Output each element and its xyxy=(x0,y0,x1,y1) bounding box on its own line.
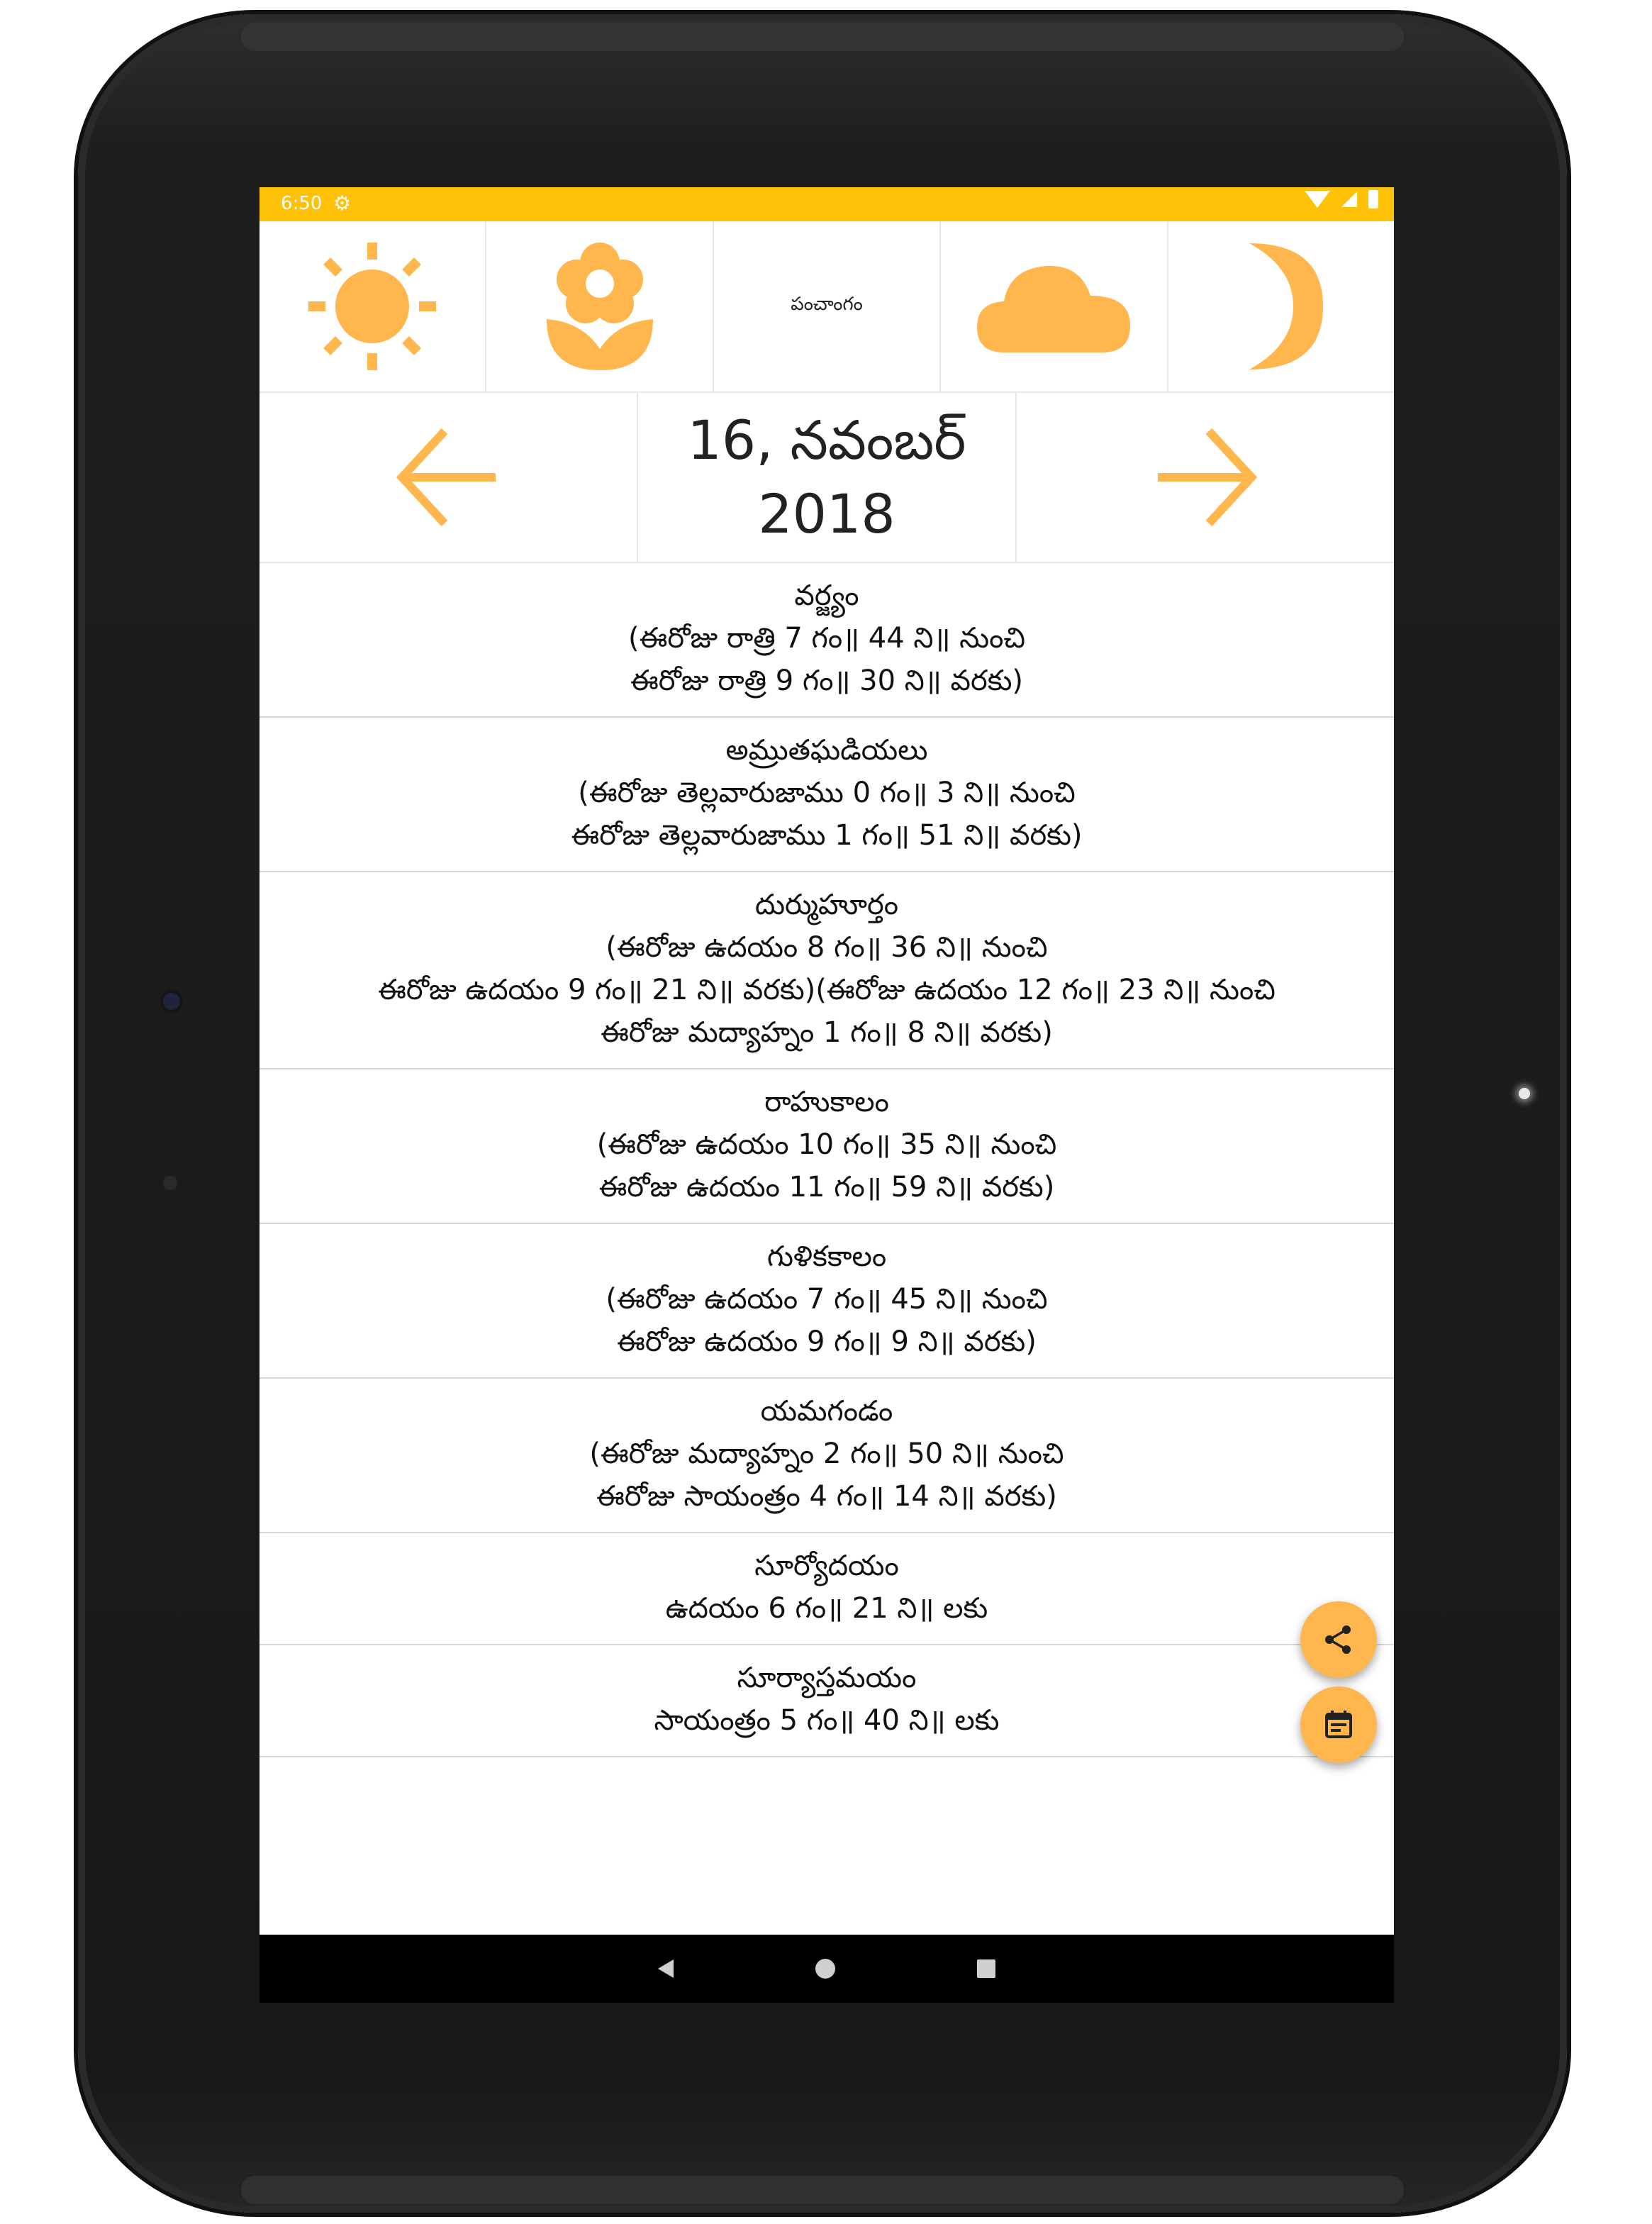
sun-icon xyxy=(301,235,443,377)
date-year: 2018 xyxy=(758,482,895,545)
current-date xyxy=(637,393,1017,562)
item-detail: ఈరోజు తెల్లవారుజాము 1 గం॥ 51 ని॥ వరకు) xyxy=(571,819,1083,852)
home-icon[interactable] xyxy=(815,1959,835,1979)
arrow-right-icon xyxy=(1152,424,1258,530)
share-icon xyxy=(1323,1624,1354,1655)
list-item-yamagandam xyxy=(259,1379,1394,1533)
item-detail: (ఈరోజు ఉదయం 7 గం॥ 45 ని॥ నుంచి xyxy=(605,1283,1048,1316)
status-bar xyxy=(259,187,1394,221)
back-icon[interactable] xyxy=(658,1959,674,1978)
status-time: 6:50 xyxy=(281,193,323,214)
item-detail: (ఈరోజు ఉదయం 10 గం॥ 35 ని॥ నుంచి xyxy=(596,1128,1057,1161)
camera-lens xyxy=(163,993,180,1010)
list-item-rahukalam xyxy=(259,1069,1394,1224)
tab-panchangam[interactable] xyxy=(714,221,941,391)
recent-apps-icon[interactable] xyxy=(977,1959,995,1978)
list-item-durmuhurtham xyxy=(259,872,1394,1069)
tab-moon[interactable] xyxy=(1168,221,1394,391)
item-title: దుర్ముహూర్తం xyxy=(754,889,899,921)
item-detail: సాయంత్రం 5 గం॥ 40 ని॥ లకు xyxy=(654,1704,1000,1737)
app-screen xyxy=(259,187,1394,2003)
next-day-button[interactable] xyxy=(1017,393,1394,562)
item-detail: (ఈరోజు రాత్రి 7 గం॥ 44 ని॥ నుంచి xyxy=(627,622,1026,655)
light-sensor xyxy=(1519,1088,1530,1099)
sensor-dot xyxy=(163,1176,177,1190)
moon-icon xyxy=(1235,239,1327,374)
item-detail: ఈరోజు ఉదయం 9 గం॥ 21 ని॥ వరకు)(ఈరోజు ఉదయం 12 గం॥ 23 ని॥ నుంచి xyxy=(378,974,1276,1006)
item-detail: (ఈరోజు మద్యాహ్నం 2 గం॥ 50 ని॥ నుంచి xyxy=(589,1438,1064,1470)
tab-flower[interactable] xyxy=(486,221,713,391)
item-detail: ఈరోజు రాత్రి 9 గం॥ 30 ని॥ వరకు) xyxy=(630,665,1024,697)
panchangam-list xyxy=(259,563,1394,1757)
item-title: అమ్రుతఘడియలు xyxy=(725,734,928,767)
item-detail: ఈరోజు ఉదయం 9 గం॥ 9 ని॥ వరకు) xyxy=(617,1325,1037,1358)
item-title: గుళికకాలం xyxy=(766,1240,887,1273)
date-navigator xyxy=(259,393,1394,563)
tab-sun[interactable] xyxy=(259,221,486,391)
list-item-gulikakalam xyxy=(259,1224,1394,1379)
tab-panchangam-label: పంచాంగం xyxy=(791,294,863,315)
arrow-left-icon xyxy=(395,424,501,530)
wifi-icon xyxy=(1305,191,1330,208)
settings-gear-icon: ⚙ xyxy=(333,191,352,215)
list-item-sunrise xyxy=(259,1533,1394,1645)
item-detail: (ఈరోజు తెల్లవారుజాము 0 గం॥ 3 ని॥ నుంచి xyxy=(578,777,1076,809)
status-icons xyxy=(1305,190,1378,208)
tab-bar xyxy=(259,221,1394,393)
tab-cloud[interactable] xyxy=(941,221,1168,391)
item-title: యమగండం xyxy=(760,1395,893,1428)
calendar-icon xyxy=(1323,1709,1354,1740)
cloud-icon xyxy=(976,253,1132,360)
item-title: సూర్యోదయం xyxy=(754,1550,899,1582)
previous-day-button[interactable] xyxy=(259,393,637,562)
item-detail: (ఈరోజు ఉదయం 8 గం॥ 36 ని॥ నుంచి xyxy=(605,931,1048,964)
signal-icon xyxy=(1341,191,1357,207)
item-title: వర్జ్యం xyxy=(794,579,859,612)
flower-icon xyxy=(540,235,660,377)
date-day-month: 16, నవంబర్ xyxy=(687,408,966,472)
item-detail: ఉదయం 6 గం॥ 21 ని॥ లకు xyxy=(665,1592,988,1625)
item-title: సూర్యాస్తమయం xyxy=(737,1662,917,1694)
list-item-amrutha-ghadiyalu xyxy=(259,718,1394,872)
calendar-button[interactable] xyxy=(1300,1686,1377,1763)
share-button[interactable] xyxy=(1300,1601,1377,1678)
item-detail: ఈరోజు ఉదయం 11 గం॥ 59 ని॥ వరకు) xyxy=(598,1171,1055,1203)
item-title: రాహుకాలం xyxy=(764,1086,889,1118)
battery-icon xyxy=(1368,190,1378,208)
item-detail: ఈరోజు సాయంత్రం 4 గం॥ 14 ని॥ వరకు) xyxy=(596,1480,1057,1513)
item-detail: ఈరోజు మద్యాహ్నం 1 గం॥ 8 ని॥ వరకు) xyxy=(601,1016,1053,1049)
list-item-varjyam xyxy=(259,563,1394,718)
system-nav-bar xyxy=(259,1935,1394,2003)
list-item-sunset xyxy=(259,1645,1394,1757)
